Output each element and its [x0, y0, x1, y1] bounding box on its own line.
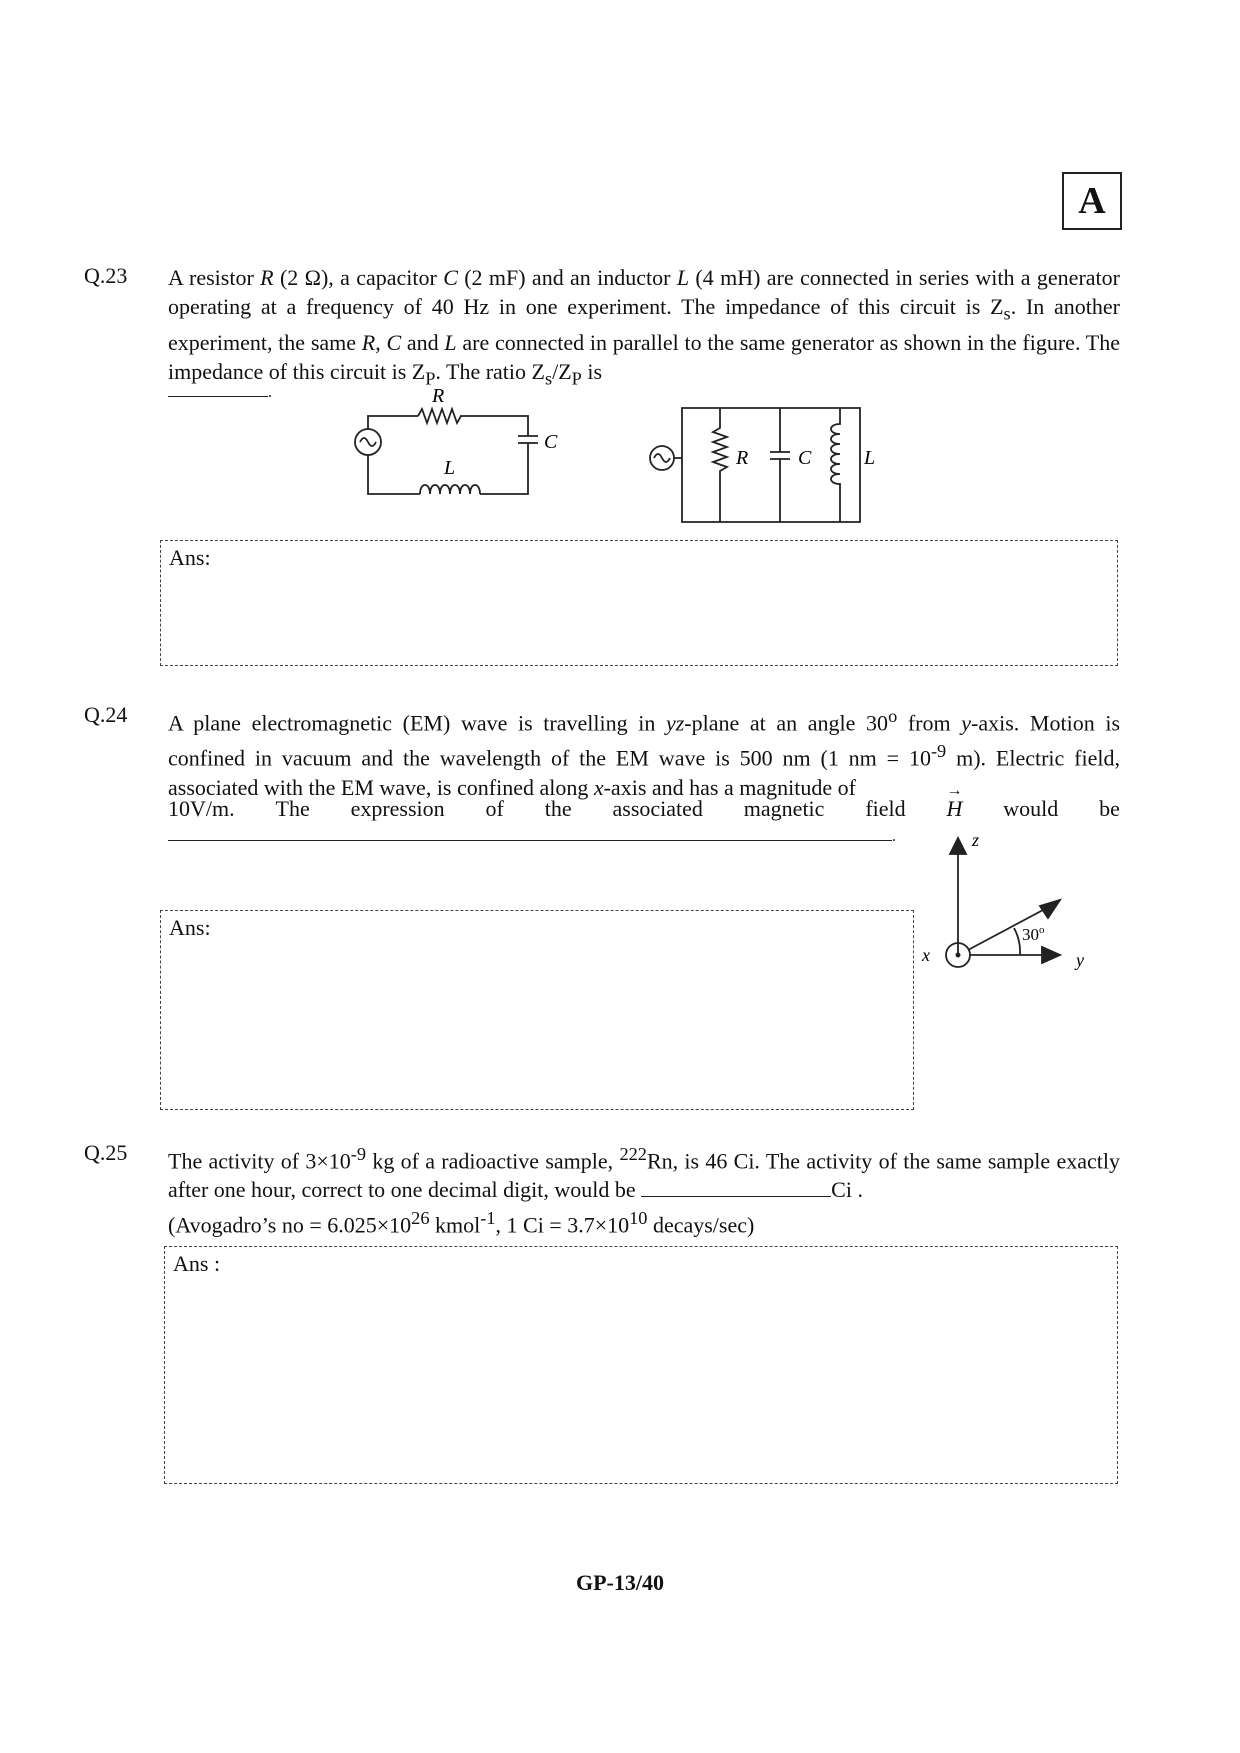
series-r-label: R [432, 385, 445, 407]
axis-x-label: x [922, 945, 930, 965]
series-circuit-diagram [340, 380, 570, 510]
answer-label-25: Ans : [173, 1251, 221, 1276]
answer-box-25[interactable] [164, 1246, 1118, 1484]
answer-label-24: Ans: [169, 915, 211, 940]
question-text-25: The activity of $3\times 10^{-9}$ kg of a radioactive sample, $^{222}$Rn, is 46 Ci. The activity of the same sample exactly after one hour, correct to one decimal digit, would be Ci . (Avogadro’s no = $6.025\times 10^{26}$ kmol$^{-1}$, 1 $Ci = 3.7\times 10^{10}$ decays/sec) [168, 1144, 1120, 1238]
answer-box-23[interactable] [160, 540, 1118, 666]
page-footer: GP-13/40 [576, 1570, 664, 1595]
answer-label-23: Ans: [169, 545, 211, 570]
question-text-24: A plane electromagnetic (EM) wave is travelling in yz-plane at an angle 30$^o$ from y-axis. Motion is confined in vacuum and the wavelength of the EM wave is 500 nm (1 nm = $10^{-9}$ m). Electric field, associated with the EM wave, is confined along x-axis and has a magnitude of [168, 706, 1121, 800]
question-number-23: Q.23 [84, 263, 128, 288]
parallel-r-label: R [736, 447, 749, 469]
question-number-24: Q.24 [84, 702, 128, 727]
answer-box-24[interactable] [160, 910, 914, 1110]
axis-y-label: y [1076, 950, 1084, 970]
set-label-box: A [1062, 172, 1122, 230]
series-l-label: L [444, 457, 456, 479]
parallel-l-label: L [864, 447, 876, 469]
question-23-blank: . [168, 366, 272, 402]
angle-label: 30$^o$ [1022, 924, 1045, 944]
parallel-c-label: C [798, 447, 812, 469]
axes-diagram [910, 830, 1100, 980]
question-text-23: A resistor R (2 Ω), a capacitor C (2 mF) and an inductor L (4 mH) are connected in series with a generator operating at a frequency of 40 Hz in one experiment. The impedance of this circuit is $Z_s$. In another experiment, the same R, C and L are connected in parallel to the same generator as shown in the figure. The impedance of this circuit is $Z_P$. The ratio $Z_s/Z_P$ is [168, 265, 1120, 389]
question-number-25: Q.25 [84, 1140, 128, 1165]
parallel-circuit-diagram [640, 400, 890, 530]
magnetic-field-symbol: → H [946, 782, 963, 821]
series-c-label: C [544, 431, 558, 453]
axis-z-label: z [972, 830, 980, 850]
question-24-blank: . [168, 820, 898, 840]
question-24-last-line: 10V/m. The expression of the associated magnetic field → H would be [168, 782, 1120, 821]
